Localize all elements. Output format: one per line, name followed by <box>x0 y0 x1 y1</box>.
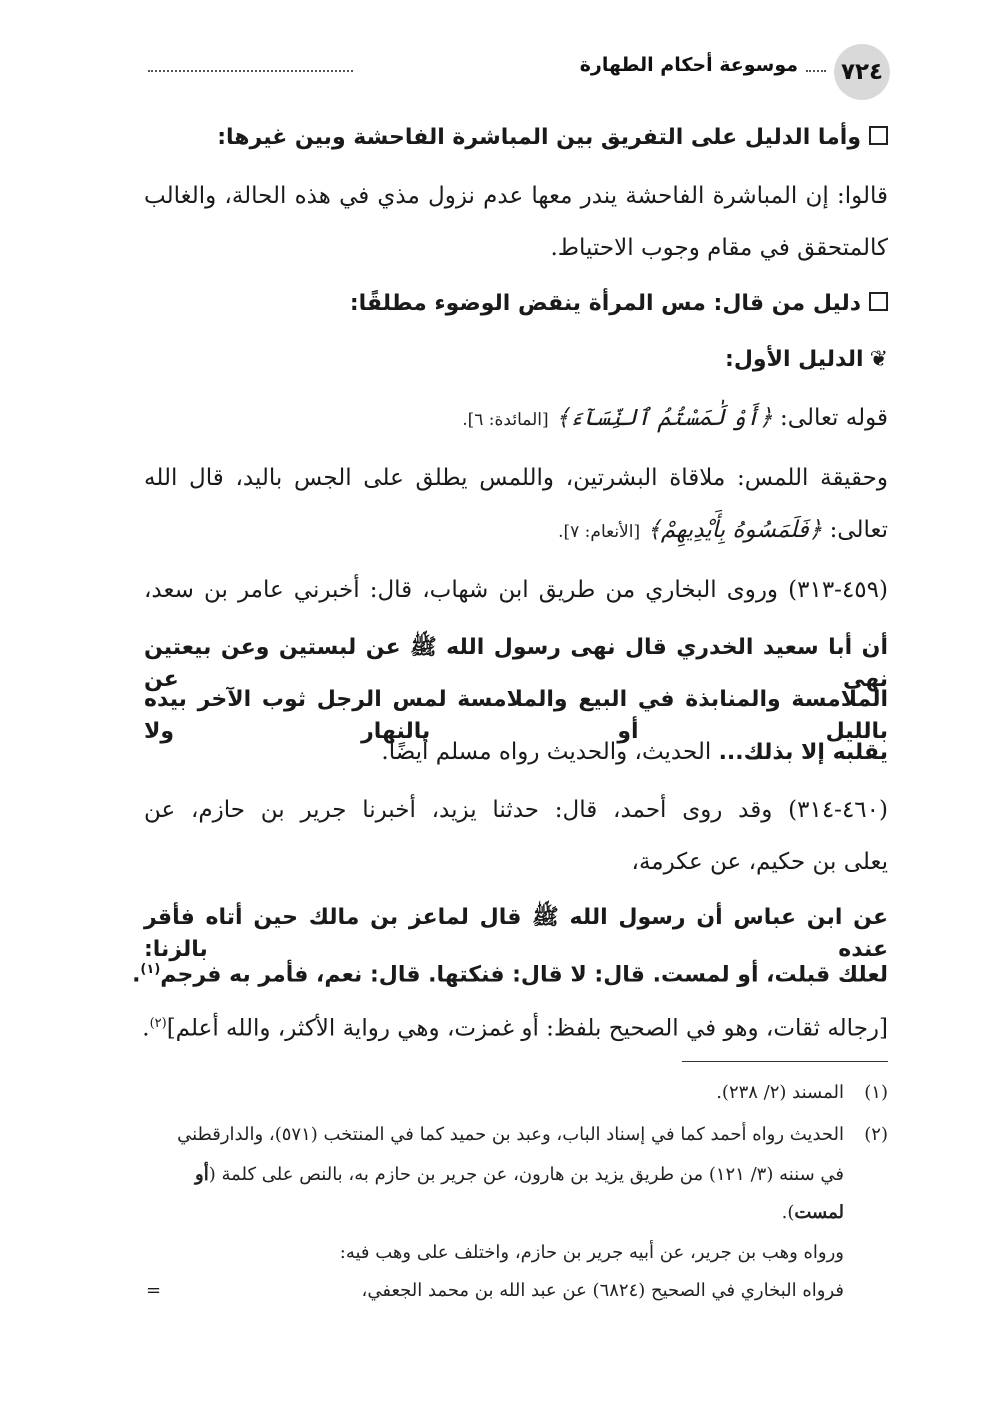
continuation-mark: = <box>146 1280 162 1301</box>
header-dotted-leader-left <box>148 70 353 72</box>
verse-reference: [الأنعام: ٧]. <box>558 522 641 542</box>
footnote-text: في سننه (٣/ ١٢١) من طريق يزيد بن هارون، عن جرير بن حازم به، بالنص على كلمة ( <box>208 1164 844 1185</box>
footnote-marker[interactable]: (٢) <box>149 1016 167 1031</box>
subheading <box>144 344 888 376</box>
paragraph-line: قالوا: إن المباشرة الفاحشة يندر معها عدم نزول مذي في هذه الحالة، والغالب <box>144 183 888 209</box>
ornament-icon: ❦ <box>869 347 888 372</box>
footnote-1 <box>144 1078 888 1108</box>
grading-note: [رجاله ثقات، وهو في الصحيح بلفظ: أو غمزت، وهي رواية الأكثر، والله أعلم]$^{(٢)}$. <box>142 1015 888 1042</box>
footnote-2-line <box>144 1160 844 1190</box>
footnote-number: (١) <box>864 1082 888 1103</box>
hadith-text-line: أن أبا سعيد الخدري قال نهى رسول الله ﷺ عن لبستين وعن بيعتين نهى عن <box>144 635 888 692</box>
verse-line <box>144 514 888 548</box>
verse-intro: قوله تعالى: <box>780 405 888 431</box>
hadith-text-bold: لعلك قبلت، أو لمست. قال: لا قال: فنكتها. قال: نعم، فأمر به فرجم <box>160 962 888 988</box>
hadith-intro: (٤٥٩-٣١٣) وروى البخاري من طريق ابن شهاب، قال: أخبرني عامر بن سعد، <box>144 577 888 603</box>
header-title: موسوعة أحكام الطهارة <box>579 54 798 76</box>
verse-intro: تعالى: <box>829 517 888 543</box>
section-heading-text: دليل من قال: مس المرأة ينقض الوضوء مطلقًا: <box>349 291 861 316</box>
hadith-note: الحديث، والحديث رواه مسلم أيضًا. <box>381 739 719 765</box>
running-header <box>140 44 890 106</box>
footnote-separator <box>682 1061 888 1062</box>
hadith-text-line: الملامسة والمنابذة في البيع والملامسة لمس الرجل ثوب الآخر بيده بالليل أو بالنهار ولا <box>144 687 888 744</box>
footnote-text-bold: لمست <box>794 1202 844 1223</box>
footnote-2 <box>144 1120 888 1150</box>
section-heading <box>144 288 888 320</box>
paragraph-line: وحقيقة اللمس: ملاقاة البشرتين، واللمس يطلق على الجس باليد، قال الله <box>144 465 888 491</box>
footnote-2-line <box>144 1198 844 1228</box>
hadith-intro: (٤٦٠-٣١٤) وقد روى أحمد، قال: حدثنا يزيد، أخبرنا جرير بن حازم، عن <box>144 797 888 823</box>
hadith-text-line: عن ابن عباس أن رسول الله ﷺ قال لماعز بن مالك حين أتاه فأقر عنده بالزنا: <box>144 905 888 962</box>
header-dotted-leader-right <box>806 70 826 72</box>
footnote-number: (٢) <box>864 1124 888 1145</box>
verse-line <box>144 402 888 436</box>
quran-verse: ﴿فَلَمَسُوهُ بِأَيْدِيهِمْ﴾ <box>647 517 823 543</box>
checkbox-square-icon <box>869 292 888 311</box>
section-heading <box>144 122 888 154</box>
hadith-text-line <box>144 736 888 769</box>
grading-note-text: [رجاله ثقات، وهو في الصحيح بلفظ: أو غمزت، وهي رواية الأكثر، والله أعلم] <box>166 1015 888 1042</box>
footnote-text: الحديث رواه أحمد كما في إسناد الباب، وعبد بن حميد كما في المنتخب (٥٧١)، والدارقطني <box>177 1124 844 1145</box>
quran-verse: ﴿أَوْ لَٰمَسْتُمُ ٱلنِّسَآءَ﴾ <box>555 405 773 431</box>
hadith-text-bold: يقلبه إلا بذلك... <box>718 740 888 765</box>
section-heading-text: وأما الدليل على التفريق بين المباشرة الفاحشة وبين غيرها: <box>217 125 861 150</box>
paragraph-line: كالمتحقق في مقام وجوب الاحتياط. <box>550 235 888 261</box>
footnote-text: ). <box>781 1202 795 1223</box>
page-number: ٧٢٤ <box>834 44 890 100</box>
hadith-intro: يعلى بن حكيم، عن عكرمة، <box>631 849 888 875</box>
subheading-text: الدليل الأول: <box>725 347 864 372</box>
footnote-text: المسند (٢/ ٢٣٨). <box>716 1082 844 1103</box>
footnote-2-line: ورواه وهب بن جرير، عن أبيه جرير بن حازم، واختلف على وهب فيه: <box>339 1242 844 1263</box>
checkbox-square-icon <box>869 126 888 145</box>
footnote-text-bold: أو <box>195 1164 209 1185</box>
hadith-text-line: لعلك قبلت، أو لمست. قال: لا قال: فنكتها. قال: نعم، فأمر به فرجم$^{(١)}$. <box>132 962 888 988</box>
verse-reference: [المائدة: ٦]. <box>462 410 549 430</box>
footnote-2-line: فرواه البخاري في الصحيح (٦٨٢٤) عن عبد الله بن محمد الجعفي، <box>361 1280 844 1301</box>
footnote-marker[interactable]: (١) <box>140 962 161 977</box>
